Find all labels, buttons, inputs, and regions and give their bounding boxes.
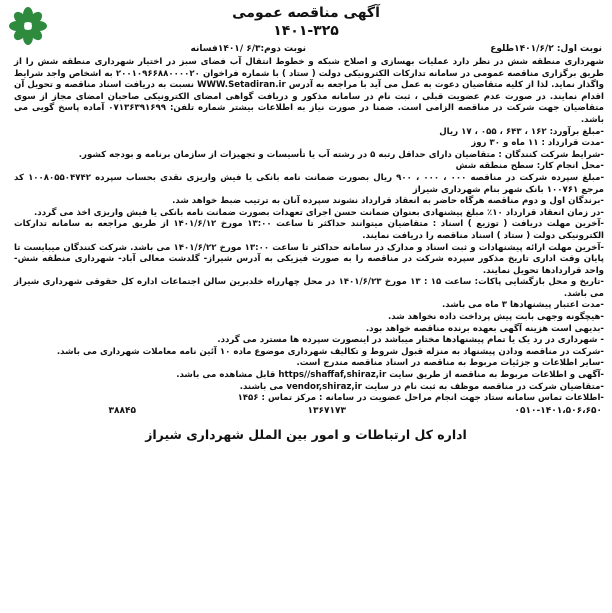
footer-code: ۰۵۱۰-۱۴۰۱،۵۰۶،۶۵۰ [514, 405, 602, 416]
validity-line: -مدت اعتبار پیشنهادها ۳ ماه می باشد. [442, 300, 604, 311]
notice-title: آگهی مناقصه عمومی [232, 5, 380, 21]
estimate-line: -مبلغ برآورد: ۱۶۲ ، ۶۴۳ ، ۰۵۵ ، ۱۷ ریال [439, 126, 604, 137]
vendor-registration-line: -متقاضیان شرکت در مناقصه موظف به ثبت نام در سایت vendor,shiraz,ir می باشند. [239, 381, 604, 392]
publication-dates [6, 44, 606, 57]
first-publication: نوبت اول: ۱۴۰۱/۶/۲طلوع [490, 44, 602, 54]
title-block [6, 0, 606, 42]
contract-duration-line: -مدت قرارداد : ۱۱ ماه و ۳۰ روز [471, 138, 604, 149]
deposit-line: -مبلغ سپرده شرکت در مناقصه ۰۰۰ ، ۰۰۰ ، ۹۰۰ ریال بصورت ضمانت نامه بانکی یا فیش واریزی نقدی بحساب سپرده ۱۰۰۸۰۵۵۰۴۷۴۲ کد مرجع ۱۰۰۷۶۱ بانک شهر بنام شهرداری شیراز [14, 172, 605, 195]
winners-line: -برندگان اول و دوم مناقصه هرگاه حاضر به انعقاد قرارداد نشوند سپرده آنان به ترتیب ضبط خواهد شد. [172, 196, 604, 207]
opening-line: -تاریخ و محل بازگشایی پاکات: ساعت ۱۵ : ۱۳ مورخ ۱۴۰۱/۶/۲۳ در محل چهارراه خلدبرین سالن اجتماعات اداره کل حقوقی شهرداری شیراز می باشد. [14, 277, 605, 299]
work-location-line: -محل انجام کار: سطح منطقه شش [455, 161, 604, 172]
performance-guarantee-line: -در زمان انعقاد قرارداد ۱۰٪ مبلغ پیشنهادی بعنوان ضمانت حسن اجرای تعهدات بصورت ضمانت نامه بانکی یا فیش واریزی اخذ می گردد. [34, 207, 604, 218]
contact-line: -اطلاعات تماس سامانه ستاد جهت انجام مراحل عضویت در سامانه : مرکز تماس : ۱۴۵۶ [237, 393, 604, 404]
rejection-line: - شهرداری در رد یک یا تمام پیشنهادها مختار میباشد در اینصورت سپرده ها مسترد می گردد. [217, 335, 604, 346]
footer-number-1: ۱۳۶۷۱۷۳ [307, 405, 346, 416]
ad-cost-line: -بدیهی است هزینه آگهی بعهده برنده مناقصه خواهد بود. [365, 323, 604, 334]
notice-body [14, 57, 604, 405]
second-publication: نوبت دوم:۶/۳ /۱۴۰۱فسانه [190, 44, 306, 54]
footer-office: اداره کل ارتباطات و امور بین الملل شهرداری شیراز [145, 426, 467, 442]
prepayment-line: -هیچگونه وجهی بابت پیش پرداخت داده نخواهد شد. [388, 312, 604, 323]
document-deadline-line: -آخرین مهلت دریافت ( توزیع ) اسناد : متقاضیان میتوانند حداکثر تا ساعت ۱۳:۰۰ مورخ ۱۴۰۱/۶/۱۲ از طریق مراجعه به سامانه تدارکات الکترونیکی دولت ( ستاد ) اسناد مناقصه را دریافت نمایند. [14, 219, 604, 241]
footer-number-2: ۳۸۸۴۵ [108, 405, 136, 416]
notice-number: ۱۴۰۱-۳۲۵ [273, 23, 339, 39]
submission-deadline-line: -آخرین مهلت ارائه پیشنهادات و ثبت اسناد و مدارک در سامانه حداکثر تا ساعت ۱۳:۰۰ مورخ ۱۴۰۱/۶/۲۲ می باشد. شرکت کنندگان میبایست تا پایان وقت اداری تاریخ مذکور سپرده شرکت در مناقصه را به صورت فیزیکی به آدرس شیراز- گلدشت معالی آباد- شهرداری منطقه شش- واحد قراردادها تحویل نمایند. [14, 242, 604, 276]
shiraz-municipality-logo-icon [8, 6, 48, 46]
intro-paragraph: شهرداری منطقه شش در نظر دارد عملیات بهسازی و اصلاح شبکه و خطوط انتقال آب فضای سبز در اختیار شهرداری منطقه شش را از طریق برگزاری مناقصه عمومی در سامانه تدارکات الکترونیکی دولت ( ستاد ) با شماره فراخوان ۲۰۰۱۰۹۶۶۸۸۰۰۰۰۲۰ به اشخاص واجد شرایط واگذار نماید. لذا از کلیه متقاضیان دعوت به عمل می آید با مراجعه به آدرس WWW.Setadiran.ir نسبت به دریافت اسناد مناقصه و تحویل آن اقدام نمایند. در صورت عدم عضویت قبلی ، ثبت نام در سامانه مذکور و دریافت گواهی امضای الکترونیکی صاحبان امضای مجاز از سوی متقاضیان جهت شرکت در مناقصه الزامی است. ضمنا در صورت نیاز به اطلاعات بیشتر شماره تلفن: ۰۷۱۳۶۳۹۱۶۹۹ آماده پاسخ گویی می باشد. [14, 57, 605, 125]
participant-conditions-line: -شرایط شرکت کنندگان : متقاضیان دارای حداقل رتبه ۵ در رشته آب یا تأسیسات و تجهیزات از سازمان برنامه و بودجه کشور. [78, 149, 604, 160]
footer-numbers [6, 406, 606, 419]
acceptance-line: -شرکت در مناقصه ودادن پیشنهاد به منزله قبول شروط و تکالیف شهرداری موضوع ماده ۱۰ آئین نامه معاملات شهرداری می باشد. [56, 346, 604, 357]
other-info-line: -سایر اطلاعات و جزئیات مربوط به مناقصه در اسناد مناقصه مندرج است. [296, 358, 604, 369]
website-line: -آگهی و اطلاعات مربوط به مناقصه از طریق سایت https//shaffaf,shiraz,ir قابل مشاهده می باشد. [176, 370, 604, 381]
